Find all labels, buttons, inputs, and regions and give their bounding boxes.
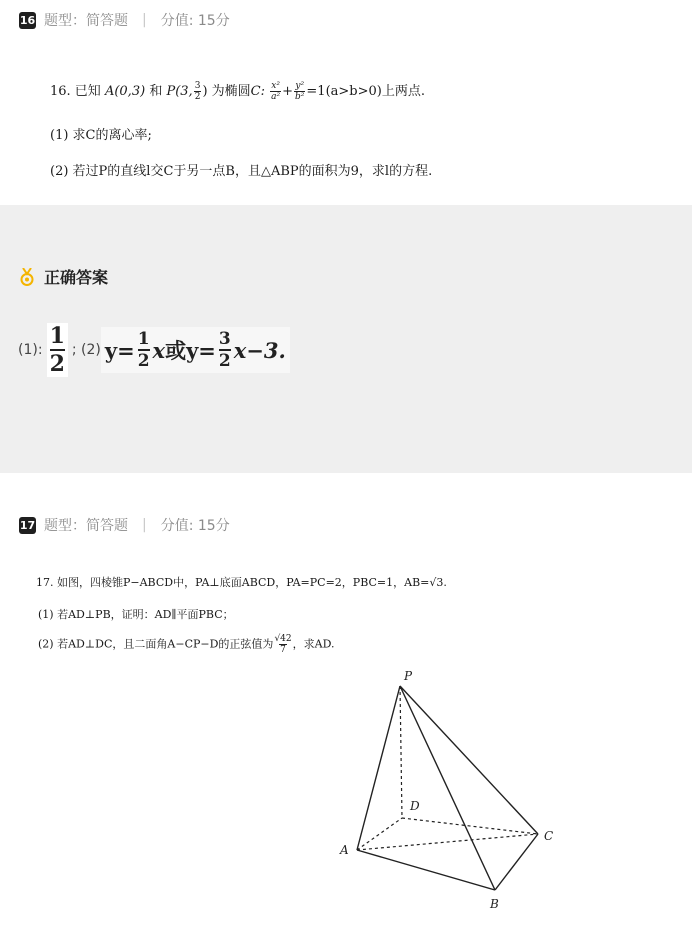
q16-eq-cond: =1(a>b>0) bbox=[306, 84, 382, 99]
q16-x-den: a² bbox=[271, 92, 281, 102]
answer-part1-label: (1): bbox=[18, 342, 43, 358]
answer-part2-equations bbox=[101, 327, 290, 373]
answer-eq1-fraction bbox=[138, 329, 150, 371]
q16-part1: (1) 求C的离心率; bbox=[50, 128, 152, 143]
q16-ellipse-name: C: bbox=[250, 84, 265, 99]
q16-plus: + bbox=[282, 84, 294, 99]
q17-stem: 17. 如图，四棱锥P−ABCD中，PA⊥底面ABCD，PA=PC=2，PBC=1，AB=√3. bbox=[36, 576, 447, 589]
q17-number-badge: 17 bbox=[19, 518, 36, 532]
q16-suffix: 上两点. bbox=[381, 84, 425, 99]
answer-eq1-lhs: y= bbox=[104, 337, 135, 363]
q17-type: 题型：简答题 bbox=[44, 518, 128, 534]
answer-title-row bbox=[20, 265, 108, 288]
label-a: A bbox=[340, 843, 349, 857]
edge-ac-hidden bbox=[357, 834, 538, 850]
answer-eq2-rhs: x−3. bbox=[233, 337, 286, 363]
edge-pc bbox=[400, 686, 538, 834]
answer-eq1-num: 1 bbox=[137, 329, 150, 349]
label-c: C bbox=[544, 829, 554, 843]
answer-title: 正确答案 bbox=[44, 268, 109, 287]
q16-y-num: y² bbox=[295, 81, 305, 91]
q17-sine-num: √42 bbox=[274, 634, 292, 644]
medal-icon bbox=[20, 268, 34, 286]
edge-dc-hidden bbox=[402, 818, 538, 834]
q16-part2: (2) 若过P的直线l交C于另一点B，且△ABP的面积为9，求l的方程. bbox=[50, 164, 433, 179]
q17-sine-fraction bbox=[274, 634, 291, 655]
q17-sine-den: 7 bbox=[280, 645, 286, 655]
q16-y-den: b² bbox=[295, 92, 305, 102]
q17-score: 分值: 15分 bbox=[160, 518, 230, 534]
q16-p-num: 3 bbox=[194, 81, 201, 91]
label-d: D bbox=[410, 799, 420, 813]
answer-line bbox=[18, 323, 290, 377]
q17-part2-prefix: (2) 若AD⊥DC，且二面角A−CP−D的正弦值为 bbox=[38, 637, 274, 651]
answer-part1-num: 1 bbox=[49, 323, 65, 349]
q16-p-den: 2 bbox=[194, 92, 201, 102]
q16-number-badge: 16 bbox=[19, 13, 36, 27]
q16-stem bbox=[50, 80, 425, 102]
answer-part1-fraction bbox=[47, 323, 68, 377]
answer-eq2-lhs: y= bbox=[186, 337, 216, 363]
answer-eq2-num: 3 bbox=[218, 329, 231, 349]
edge-ab bbox=[357, 850, 495, 890]
answer-eq2-den: 2 bbox=[218, 351, 231, 371]
q16-x-fraction bbox=[270, 81, 281, 102]
edge-pb bbox=[400, 686, 495, 890]
label-p: P bbox=[404, 669, 413, 683]
q16-point-p: P(3, bbox=[166, 84, 193, 99]
pyramid-figure bbox=[330, 668, 570, 918]
answer-panel bbox=[0, 205, 692, 473]
answer-part1-den: 2 bbox=[49, 351, 65, 377]
q16-type: 题型：简答题 bbox=[44, 13, 128, 29]
q17-part2 bbox=[38, 634, 335, 655]
label-b: B bbox=[490, 897, 499, 911]
q17-separator: | bbox=[142, 517, 147, 533]
q17-part1: (1) 若AD⊥PB，证明：AD∥平面PBC； bbox=[38, 608, 234, 621]
edge-bc bbox=[495, 834, 538, 890]
q17-part2-suffix: ，求AD. bbox=[292, 637, 335, 651]
q16-and: 和 bbox=[149, 84, 163, 99]
q16-point-a: A(0,3) bbox=[104, 84, 146, 99]
q16-x-num: x² bbox=[271, 81, 280, 91]
edge-pa bbox=[357, 686, 400, 850]
q16-score: 分值: 15分 bbox=[160, 13, 230, 29]
q16-y-fraction bbox=[294, 81, 305, 102]
q17-header bbox=[19, 515, 230, 535]
edge-pd-hidden bbox=[400, 686, 402, 818]
q16-ellipse-word: 为椭圆 bbox=[211, 84, 251, 99]
q16-separator: | bbox=[142, 12, 147, 28]
answer-eq1-rhs: x bbox=[152, 337, 166, 363]
q16-p-fraction bbox=[194, 81, 202, 102]
answer-or: 或 bbox=[165, 338, 187, 363]
answer-separator: ; (2) bbox=[71, 342, 101, 358]
answer-eq1-den: 2 bbox=[137, 351, 150, 371]
q16-p-close: ) bbox=[202, 84, 208, 99]
q16-stem-prefix: 16. 已知 bbox=[50, 84, 101, 99]
q16-header bbox=[19, 10, 230, 30]
answer-eq2-fraction bbox=[219, 329, 231, 371]
